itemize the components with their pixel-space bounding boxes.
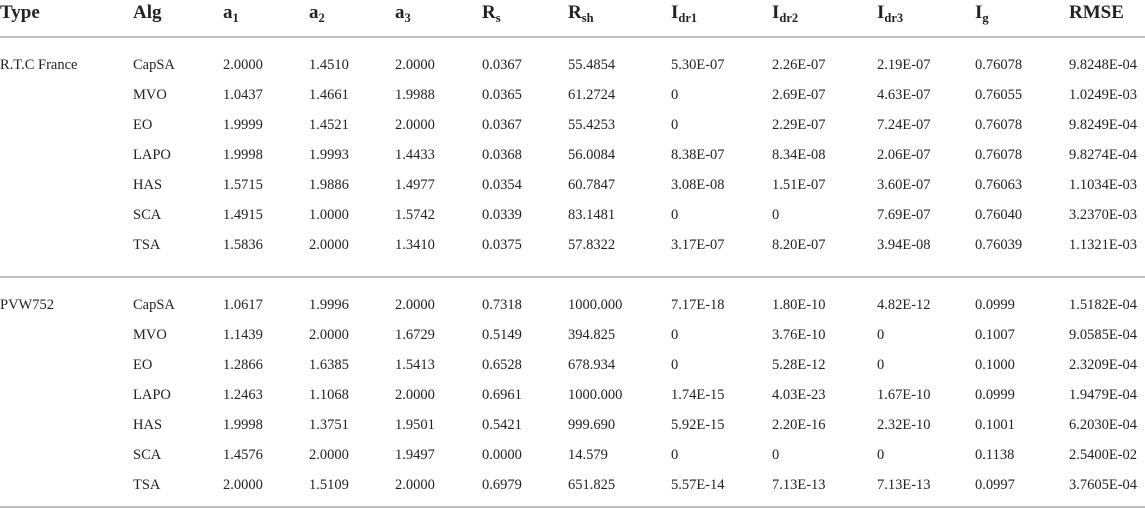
bottom-rule bbox=[0, 506, 1145, 508]
cell-a1: 1.1439 bbox=[223, 327, 263, 343]
header-ig bbox=[975, 0, 989, 26]
cell-idr2: 0 bbox=[772, 207, 780, 223]
cell-ig: 0.1007 bbox=[975, 327, 1015, 343]
cell-alg: EO bbox=[133, 357, 153, 373]
header-label: a bbox=[309, 2, 319, 23]
table-row bbox=[0, 321, 1145, 349]
cell-a1: 1.9998 bbox=[223, 417, 263, 433]
cell-ig: 0.76039 bbox=[975, 237, 1023, 253]
header-subscript: dr1 bbox=[678, 11, 698, 25]
header-a2 bbox=[309, 0, 325, 26]
cell-a3: 1.5413 bbox=[395, 357, 435, 373]
cell-a3: 2.0000 bbox=[395, 117, 435, 133]
cell-idr3: 4.63E-07 bbox=[877, 87, 931, 103]
cell-rmse: 1.0249E-03 bbox=[1069, 87, 1138, 103]
cell-rmse: 9.8248E-04 bbox=[1069, 57, 1138, 73]
cell-idr1: 0 bbox=[671, 357, 679, 373]
cell-alg: LAPO bbox=[133, 147, 171, 163]
cell-rs: 0.6961 bbox=[482, 387, 522, 403]
header-label: Alg bbox=[133, 2, 162, 23]
header-alg bbox=[133, 0, 162, 26]
cell-idr3: 2.06E-07 bbox=[877, 147, 931, 163]
header-a3 bbox=[395, 0, 411, 26]
header-rule bbox=[0, 36, 1145, 38]
cell-a1: 2.0000 bbox=[223, 57, 263, 73]
cell-ig: 0.76078 bbox=[975, 147, 1023, 163]
cell-idr2: 0 bbox=[772, 447, 780, 463]
cell-alg: HAS bbox=[133, 177, 163, 193]
cell-idr1: 0 bbox=[671, 327, 679, 343]
cell-a2: 1.9886 bbox=[309, 177, 349, 193]
cell-rsh: 1000.000 bbox=[568, 297, 623, 313]
cell-a1: 2.0000 bbox=[223, 477, 263, 493]
cell-idr2: 7.13E-13 bbox=[772, 477, 826, 493]
cell-a3: 1.4433 bbox=[395, 147, 435, 163]
cell-idr1: 1.74E-15 bbox=[671, 387, 725, 403]
cell-rmse: 3.2370E-03 bbox=[1069, 207, 1138, 223]
cell-a2: 1.9996 bbox=[309, 297, 349, 313]
table-row bbox=[0, 81, 1145, 109]
cell-a1: 1.9998 bbox=[223, 147, 263, 163]
cell-alg: MVO bbox=[133, 87, 167, 103]
cell-ig: 0.0999 bbox=[975, 387, 1015, 403]
cell-ig: 0.76078 bbox=[975, 117, 1023, 133]
cell-rsh: 55.4854 bbox=[568, 57, 616, 73]
cell-rs: 0.5149 bbox=[482, 327, 522, 343]
cell-idr1: 7.17E-18 bbox=[671, 297, 725, 313]
cell-idr1: 0 bbox=[671, 117, 679, 133]
cell-rmse: 1.9479E-04 bbox=[1069, 387, 1138, 403]
cell-a2: 2.0000 bbox=[309, 237, 349, 253]
header-a1 bbox=[223, 0, 239, 26]
table-row bbox=[0, 51, 1145, 79]
cell-a3: 1.3410 bbox=[395, 237, 435, 253]
cell-a2: 1.0000 bbox=[309, 207, 349, 223]
cell-a3: 2.0000 bbox=[395, 57, 435, 73]
cell-ig: 0.0997 bbox=[975, 477, 1015, 493]
cell-idr3: 7.69E-07 bbox=[877, 207, 931, 223]
header-subscript: 2 bbox=[318, 11, 325, 25]
cell-a3: 1.9497 bbox=[395, 447, 435, 463]
header-idr1 bbox=[671, 0, 697, 26]
cell-idr3: 4.82E-12 bbox=[877, 297, 931, 313]
cell-rsh: 60.7847 bbox=[568, 177, 616, 193]
table-row bbox=[0, 411, 1145, 439]
cell-rmse: 1.5182E-04 bbox=[1069, 297, 1138, 313]
cell-rsh: 57.8322 bbox=[568, 237, 616, 253]
cell-a2: 1.4521 bbox=[309, 117, 349, 133]
cell-a1: 1.2463 bbox=[223, 387, 263, 403]
group-type-label: PVW752 bbox=[0, 297, 54, 313]
cell-idr3: 3.94E-08 bbox=[877, 237, 931, 253]
group-divider-rule bbox=[0, 276, 1145, 278]
cell-a1: 1.0437 bbox=[223, 87, 263, 103]
cell-rmse: 2.5400E-02 bbox=[1069, 447, 1138, 463]
cell-rs: 0.0367 bbox=[482, 117, 522, 133]
cell-a2: 1.4510 bbox=[309, 57, 349, 73]
cell-rsh: 56.0084 bbox=[568, 147, 616, 163]
table-row bbox=[0, 141, 1145, 169]
table-row bbox=[0, 381, 1145, 409]
cell-a3: 1.6729 bbox=[395, 327, 435, 343]
cell-idr2: 2.20E-16 bbox=[772, 417, 826, 433]
group-type-label: R.T.C France bbox=[0, 57, 78, 73]
table-row bbox=[0, 111, 1145, 139]
cell-a3: 1.9501 bbox=[395, 417, 435, 433]
cell-ig: 0.1000 bbox=[975, 357, 1015, 373]
cell-rs: 0.0365 bbox=[482, 87, 522, 103]
cell-alg: TSA bbox=[133, 237, 161, 253]
table-row bbox=[0, 351, 1145, 379]
cell-rsh: 14.579 bbox=[568, 447, 608, 463]
header-label: Type bbox=[0, 2, 40, 23]
header-rsh bbox=[568, 0, 594, 26]
table-row bbox=[0, 171, 1145, 199]
header-label: R bbox=[568, 2, 582, 23]
cell-idr3: 0 bbox=[877, 357, 885, 373]
cell-ig: 0.76040 bbox=[975, 207, 1023, 223]
cell-alg: CapSA bbox=[133, 297, 175, 313]
cell-a3: 2.0000 bbox=[395, 387, 435, 403]
cell-rmse: 9.0585E-04 bbox=[1069, 327, 1138, 343]
cell-alg: SCA bbox=[133, 207, 162, 223]
header-label: RMSE bbox=[1069, 2, 1124, 23]
cell-idr2: 1.51E-07 bbox=[772, 177, 826, 193]
cell-alg: MVO bbox=[133, 327, 167, 343]
cell-a2: 2.0000 bbox=[309, 447, 349, 463]
cell-idr3: 3.60E-07 bbox=[877, 177, 931, 193]
cell-rmse: 9.8274E-04 bbox=[1069, 147, 1138, 163]
cell-rsh: 55.4253 bbox=[568, 117, 616, 133]
cell-a2: 1.1068 bbox=[309, 387, 349, 403]
cell-a2: 1.4661 bbox=[309, 87, 349, 103]
header-subscript: sh bbox=[581, 11, 594, 25]
cell-a1: 1.5715 bbox=[223, 177, 263, 193]
cell-idr1: 3.08E-08 bbox=[671, 177, 725, 193]
cell-a3: 1.4977 bbox=[395, 177, 435, 193]
cell-a1: 1.5836 bbox=[223, 237, 263, 253]
cell-idr1: 5.57E-14 bbox=[671, 477, 725, 493]
cell-rsh: 1000.000 bbox=[568, 387, 623, 403]
cell-ig: 0.76055 bbox=[975, 87, 1023, 103]
cell-idr3: 2.19E-07 bbox=[877, 57, 931, 73]
cell-a1: 1.4576 bbox=[223, 447, 263, 463]
cell-idr1: 0 bbox=[671, 87, 679, 103]
cell-rs: 0.0368 bbox=[482, 147, 522, 163]
cell-idr1: 8.38E-07 bbox=[671, 147, 725, 163]
cell-rmse: 9.8249E-04 bbox=[1069, 117, 1138, 133]
header-subscript: s bbox=[495, 11, 501, 25]
cell-alg: SCA bbox=[133, 447, 162, 463]
header-subscript: 3 bbox=[404, 11, 411, 25]
cell-alg: LAPO bbox=[133, 387, 171, 403]
cell-a3: 1.5742 bbox=[395, 207, 435, 223]
cell-a1: 1.9999 bbox=[223, 117, 263, 133]
header-subscript: dr3 bbox=[884, 11, 904, 25]
cell-rmse: 1.1034E-03 bbox=[1069, 177, 1138, 193]
header-subscript: dr2 bbox=[779, 11, 799, 25]
cell-rsh: 651.825 bbox=[568, 477, 616, 493]
header-rs bbox=[482, 0, 501, 26]
cell-ig: 0.76063 bbox=[975, 177, 1023, 193]
header-label: I bbox=[671, 2, 679, 23]
cell-idr2: 8.20E-07 bbox=[772, 237, 826, 253]
cell-a2: 1.6385 bbox=[309, 357, 349, 373]
cell-alg: TSA bbox=[133, 477, 161, 493]
cell-ig: 0.76078 bbox=[975, 57, 1023, 73]
cell-idr3: 1.67E-10 bbox=[877, 387, 931, 403]
cell-rs: 0.0000 bbox=[482, 447, 522, 463]
header-subscript: g bbox=[982, 11, 989, 25]
cell-rsh: 678.934 bbox=[568, 357, 616, 373]
table-header bbox=[0, 0, 1145, 36]
cell-a3: 2.0000 bbox=[395, 297, 435, 313]
cell-rmse: 3.7605E-04 bbox=[1069, 477, 1138, 493]
cell-rmse: 2.3209E-04 bbox=[1069, 357, 1138, 373]
table-row bbox=[0, 291, 1145, 319]
header-label: I bbox=[877, 2, 885, 23]
header-label: a bbox=[223, 2, 233, 23]
header-label: a bbox=[395, 2, 405, 23]
cell-idr2: 2.29E-07 bbox=[772, 117, 826, 133]
cell-idr1: 0 bbox=[671, 207, 679, 223]
header-rmse bbox=[1069, 0, 1124, 26]
cell-rmse: 1.1321E-03 bbox=[1069, 237, 1138, 253]
cell-a2: 1.3751 bbox=[309, 417, 349, 433]
cell-rmse: 6.2030E-04 bbox=[1069, 417, 1138, 433]
cell-ig: 0.1001 bbox=[975, 417, 1015, 433]
cell-rs: 0.0375 bbox=[482, 237, 522, 253]
cell-rsh: 394.825 bbox=[568, 327, 616, 343]
cell-a2: 2.0000 bbox=[309, 327, 349, 343]
header-label: I bbox=[975, 2, 983, 23]
table-row bbox=[0, 201, 1145, 229]
cell-idr1: 0 bbox=[671, 447, 679, 463]
table-row bbox=[0, 441, 1145, 469]
cell-rs: 0.6528 bbox=[482, 357, 522, 373]
cell-rsh: 83.1481 bbox=[568, 207, 616, 223]
header-type bbox=[0, 0, 40, 26]
cell-a1: 1.4915 bbox=[223, 207, 263, 223]
cell-idr2: 4.03E-23 bbox=[772, 387, 826, 403]
cell-rs: 0.0367 bbox=[482, 57, 522, 73]
cell-idr3: 7.24E-07 bbox=[877, 117, 931, 133]
cell-rsh: 61.2724 bbox=[568, 87, 616, 103]
cell-idr1: 3.17E-07 bbox=[671, 237, 725, 253]
cell-a3: 1.9988 bbox=[395, 87, 435, 103]
cell-alg: HAS bbox=[133, 417, 163, 433]
cell-rs: 0.0339 bbox=[482, 207, 522, 223]
cell-a2: 1.5109 bbox=[309, 477, 349, 493]
header-idr2 bbox=[772, 0, 798, 26]
header-subscript: 1 bbox=[232, 11, 239, 25]
cell-alg: EO bbox=[133, 117, 153, 133]
cell-idr3: 0 bbox=[877, 327, 885, 343]
cell-idr2: 5.28E-12 bbox=[772, 357, 826, 373]
cell-rs: 0.6979 bbox=[482, 477, 522, 493]
table-row bbox=[0, 471, 1145, 499]
header-label: I bbox=[772, 2, 780, 23]
cell-idr2: 3.76E-10 bbox=[772, 327, 826, 343]
cell-rsh: 999.690 bbox=[568, 417, 616, 433]
header-label: R bbox=[482, 2, 496, 23]
cell-rs: 0.5421 bbox=[482, 417, 522, 433]
cell-idr1: 5.92E-15 bbox=[671, 417, 725, 433]
cell-alg: CapSA bbox=[133, 57, 175, 73]
cell-a3: 2.0000 bbox=[395, 477, 435, 493]
cell-idr3: 0 bbox=[877, 447, 885, 463]
cell-a2: 1.9993 bbox=[309, 147, 349, 163]
cell-ig: 0.0999 bbox=[975, 297, 1015, 313]
cell-idr2: 8.34E-08 bbox=[772, 147, 826, 163]
cell-rs: 0.0354 bbox=[482, 177, 522, 193]
cell-rs: 0.7318 bbox=[482, 297, 522, 313]
cell-idr3: 2.32E-10 bbox=[877, 417, 931, 433]
cell-idr2: 2.69E-07 bbox=[772, 87, 826, 103]
cell-idr3: 7.13E-13 bbox=[877, 477, 931, 493]
cell-a1: 1.2866 bbox=[223, 357, 263, 373]
cell-ig: 0.1138 bbox=[975, 447, 1015, 463]
cell-idr2: 1.80E-10 bbox=[772, 297, 826, 313]
header-idr3 bbox=[877, 0, 903, 26]
cell-a1: 1.0617 bbox=[223, 297, 263, 313]
table-row bbox=[0, 231, 1145, 259]
cell-idr1: 5.30E-07 bbox=[671, 57, 725, 73]
cell-idr2: 2.26E-07 bbox=[772, 57, 826, 73]
